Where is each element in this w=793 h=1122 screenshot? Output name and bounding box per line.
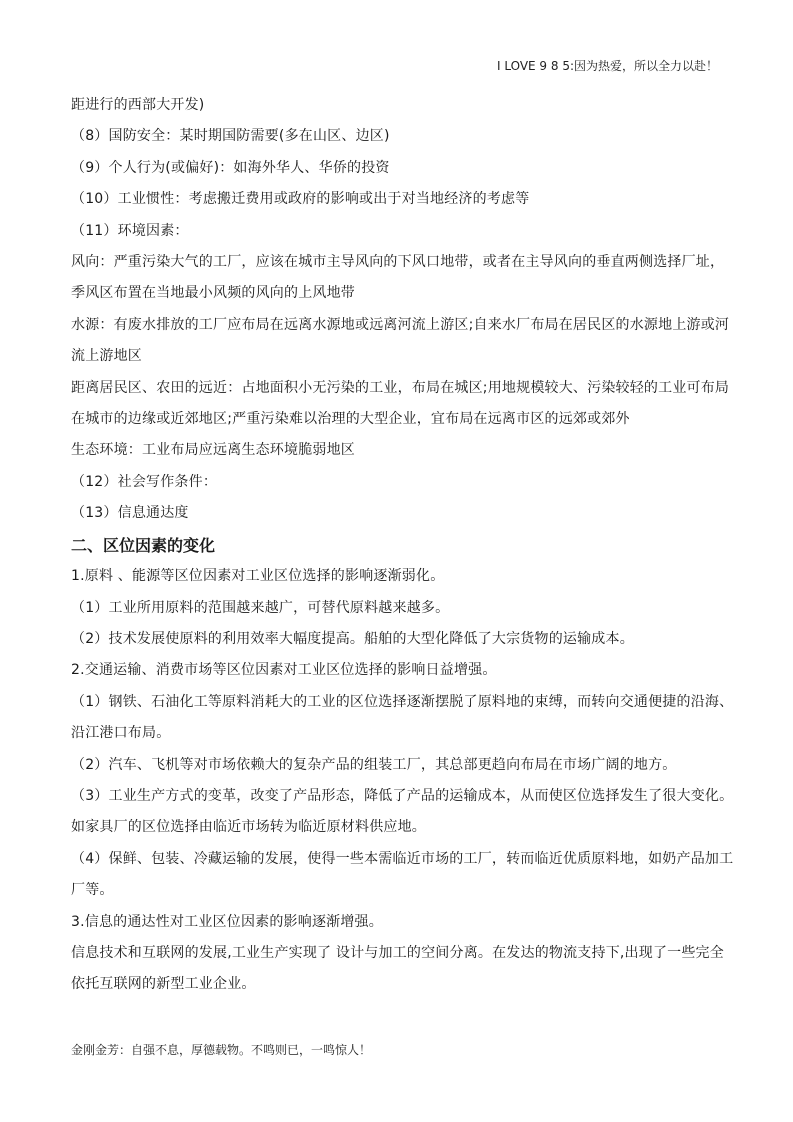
text-line: （13）信息通达度 [71,505,189,522]
text-line: 如家具厂的区位选择由临近市场转为临近原材料供应地。 [71,819,426,836]
text-line: 厂等。 [71,882,114,899]
text-line: （8）国防安全：某时期国防需要(多在山区、边区) [71,128,390,145]
text-line: 流上游地区 [71,348,142,365]
text-line: （11）环境因素： [71,222,189,239]
text-line: （1）钢铁、石油化工等原料消耗大的工业的区位选择逐渐摆脱了原料地的束缚，而转向交通便捷的沿海、 [71,693,734,710]
text-line: （9）个人行为(或偏好)：如海外华人、华侨的投资 [71,159,390,176]
text-line: （2）技术发展使原料的利用效率大幅度提高。船舶的大型化降低了大宗货物的运输成本。 [71,630,634,647]
text-line: 风向：严重污染大气的工厂，应该在城市主导风向的下风口地带，或者在主导风向的垂直两侧选择厂址， [71,254,725,271]
text-line: 3.信息的通达性对工业区位因素的影响逐渐增强。 [71,913,383,930]
text-line: 生态环境：工业布局应远离生态环境脆弱地区 [71,442,355,459]
text-line: 信息技术和互联网的发展,工业生产实现了 设计与加工的空间分离。在发达的物流支持下,出现了一些完全 [71,944,724,961]
text-line: 1.原料 、能源等区位因素对工业区位选择的影响逐渐弱化。 [71,568,445,585]
text-line: 距离居民区、农田的远近：占地面积小无污染的工业，布局在城区;用地规模较大、污染较轻的工业可布局 [71,379,730,396]
document-body [71,90,734,1001]
section-heading: 二、区位因素的变化 [71,535,216,555]
text-line: 距进行的西部大开发) [71,97,205,113]
text-line: （3）工业生产方式的变革，改变了产品形态，降低了产品的运输成本，从而使区位选择发生了很大变化。 [71,787,734,804]
text-line: （4）保鲜、包装、冷藏运输的发展，使得一些本需临近市场的工厂，转而临近优质原料地，如奶产品加工 [71,850,734,867]
header-motto: I LOVE 9 8 5:因为热爱，所以全力以赴！ [496,59,718,73]
text-line: 2.交通运输、消费市场等区位因素对工业区位选择的影响日益增强。 [71,662,497,679]
text-line: 沿江港口布局。 [71,725,171,742]
text-line: （10）工业惯性：考虑搬迁费用或政府的影响或出于对当地经济的考虑等 [71,191,530,208]
text-line: 在城市的边缘或近郊地区;严重污染难以治理的大型企业，宜布局在远离市区的远郊或郊外 [71,411,630,428]
text-line: （1）工业所用原料的范围越来越广，可替代原料越来越多。 [71,599,450,616]
text-line: 依托互联网的新型工业企业。 [71,976,256,993]
text-line: 季风区布置在当地最小风频的风向的上风地带 [71,285,355,302]
footer-motto: 金刚金芳：自强不息，厚德载物。不鸣则已，一鸣惊人！ [71,1043,372,1057]
text-line: （12）社会写作条件： [71,473,218,490]
text-line: （2）汽车、飞机等对市场依赖大的复杂产品的组装工厂，其总部更趋向布局在市场广阔的地方。 [71,756,677,773]
text-line: 水源：有废水排放的工厂应布局在远离水源地或远离河流上游区;自来水厂布局在居民区的水源地上游或河 [71,316,730,333]
